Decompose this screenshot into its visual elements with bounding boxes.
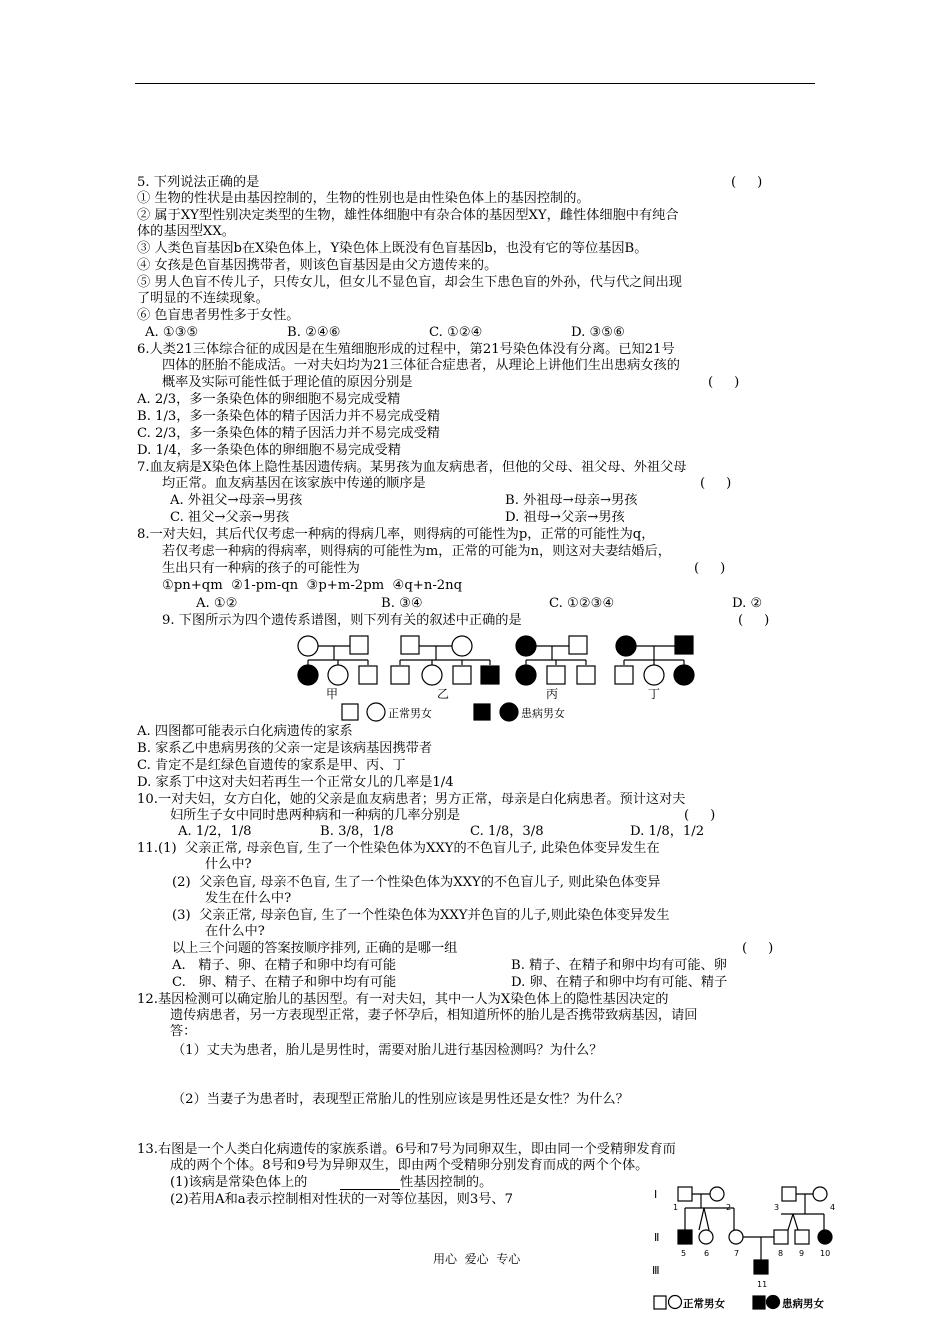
q9-bing-mother [516, 636, 536, 656]
q7-option-c: C. 祖父→父亲→男孩 [170, 510, 290, 525]
q7-answer-paren: ( ) [700, 476, 732, 491]
q8-items: ①pn+qm ②1-pm-qn ③p+m-2pm ④q+n-2nq [162, 578, 463, 593]
q13-answer-blank[interactable] [340, 1189, 400, 1190]
q7-line-1: 7.血友病是X染色体上隐性基因遗传病。某男孩为血友病患者，但他的父母、祖父母、外祖父母 [137, 460, 687, 475]
q10-option-a: A. 1/2，1/8 [178, 824, 252, 839]
q8-answer-paren: ( ) [694, 561, 726, 576]
q11-option-c: C. 卵、精子、在精子和卵中均有可能 [172, 975, 397, 990]
q5-answer-paren: ( ) [731, 175, 763, 190]
q9-option-c: C. 肯定不是红绿色盲遗传的家系是甲、丙、丁 [137, 758, 406, 773]
q5-statement-1: ① 生物的性状是由基因控制的，生物的性别也是由性染色体上的基因控制的。 [137, 191, 590, 206]
q6-answer-paren: ( ) [708, 375, 740, 390]
q9-yi-child-2 [422, 665, 442, 685]
q9-bing-father [569, 636, 587, 654]
q9-jia-mother [298, 636, 318, 656]
q8-line-1: 8.一对夫妇，其后代仅考虑一种病的得病几率，则得病的可能性为p，正常的可能性为q， [137, 527, 655, 542]
q9-yi-child-3 [453, 666, 471, 684]
q10-line-2: 妇所生子女中同时患两种病和一种病的几率分别是 [170, 808, 461, 823]
q12-line-1: 12.基因检测可以确定胎儿的基因型。有一对夫妇，其中一人为X染色体上的隐性基因决定的 [137, 992, 669, 1007]
q13-legend-affected: 患病男女 [782, 1298, 824, 1310]
q6-option-a: A. 2/3，多一条染色体的卵细胞不易完成受精 [137, 392, 401, 407]
q13-id-7: 7 [734, 1249, 740, 1258]
q13-legend-normal: 正常男女 [683, 1298, 725, 1310]
q13-id-2: 2 [726, 1203, 732, 1212]
q11-part1-line-a: 11.(1) 父亲正常, 母亲色盲, 生了一个性染色体为XXY的不色盲儿子, 此染色体变异发生在 [137, 841, 660, 856]
q9-ding-father [675, 636, 693, 654]
q8-option-a: A. ①② [196, 596, 238, 611]
q9-pedigree-figure [286, 630, 706, 726]
q9-jia-child-2 [328, 665, 348, 685]
q12-line-3: 答： [170, 1024, 197, 1039]
q13-individual-4 [813, 1187, 827, 1201]
q13-id-3: 3 [774, 1203, 780, 1212]
q13-individual-10 [818, 1230, 832, 1244]
q9-label-jia: 甲 [326, 687, 339, 701]
q13-id-1: 1 [673, 1203, 679, 1212]
q7-line-2: 均正常。血友病基因在该家族中传递的顺序是 [162, 476, 426, 491]
q13-individual-3 [782, 1187, 796, 1201]
q9-legend-affected: 患病男女 [521, 707, 565, 720]
q11-part2-line-a: (2) 父亲色盲, 母亲不色盲, 生了一个性染色体为XXY的不色盲儿子, 则此染色体变异 [172, 875, 661, 890]
q9-answer-paren: ( ) [738, 613, 770, 628]
q13-individual-6 [699, 1230, 713, 1244]
q9-option-d: D. 家系丁中这对夫妇若再生一个正常女儿的几率是1/4 [137, 775, 454, 790]
q11-part3-line-a: (3) 父亲正常, 母亲色盲, 生了一个性染色体为XXY并色盲的儿子,则此染色体变异发生 [172, 908, 670, 923]
q13-line-1: 13.右图是一个人类白化病遗传的家族系谱。6号和7号为同卵双生，即由同一个受精卵发育而 [137, 1142, 676, 1157]
q11-part1-line-b: 什么中? [205, 857, 252, 872]
q5-option-d: D. ③⑤⑥ [571, 325, 625, 340]
q5-statement-6: ⑥ 色盲患者男性多于女性。 [137, 308, 300, 323]
q6-option-d: D. 1/4，多一条染色体的卵细胞不易完成受精 [137, 443, 401, 458]
q13-individual-11 [754, 1260, 768, 1274]
q6-line-1: 6.人类21三体综合征的成因是在生殖细胞形成的过程中，第21号染色体没有分离。已知21号 [137, 342, 675, 357]
q9-bing-child-2 [547, 666, 565, 684]
q8-line-3: 生出只有一种病的孩子的可能性为 [162, 561, 360, 576]
q9-yi-child-4 [481, 666, 499, 684]
q13-id-9: 9 [799, 1249, 805, 1258]
q12-line-2: 遗传病患者，另一方表现型正常，妻子怀孕后，相知道所怀的胎儿是否携带致病基因，请回 [170, 1008, 698, 1023]
q5-option-c: C. ①②④ [429, 325, 483, 340]
q13-individual-9 [795, 1230, 809, 1244]
q6-option-c: C. 2/3，多一条染色体的精子因活力并不易完成受精 [137, 426, 440, 441]
q13-sub-question-2: (2)若用A和a表示控制相对性状的一对等位基因，则3号、7 [170, 1192, 513, 1207]
q10-answer-paren: ( ) [684, 808, 716, 823]
q13-line-2: 成的两个个体。8号和9号为异卵双生，即由两个受精卵分别发育而成的两个个体。 [170, 1158, 649, 1173]
q6-option-b: B. 1/3，多一条染色体的精子因活力并不易完成受精 [137, 409, 441, 424]
q11-answer-paren: ( ) [742, 941, 774, 956]
q13-individual-5 [678, 1230, 692, 1244]
q9-yi-child-1 [391, 666, 409, 684]
q9-ding-mother [616, 636, 636, 656]
q13-individual-7 [729, 1230, 743, 1244]
q8-option-d: D. ② [732, 596, 763, 611]
page-footer: 用心 爱心 专心 [433, 1252, 521, 1266]
q13-gen-I: Ⅰ [654, 1188, 658, 1201]
q11-ask: 以上三个问题的答案按顺序排列, 正确的是哪一组 [172, 941, 458, 956]
q12-sub-question-1: （1）丈夫为患者，胎儿是男性时，需要对胎儿进行基因检测吗？为什么？ [172, 1043, 603, 1058]
q6-line-2: 四体的胚胎不能成活。一对夫妇均为21三体征合症患者，从理论上讲他们生出患病女孩的 [162, 358, 680, 373]
q9-ding-child-2 [644, 665, 664, 685]
q10-option-c: C. 1/8，3/8 [470, 824, 544, 839]
q9-jia-child-3 [359, 666, 377, 684]
q10-option-d: D. 1/8，1/2 [630, 824, 705, 839]
q13-id-4: 4 [830, 1203, 836, 1212]
q13-gen-III: Ⅲ [652, 1264, 660, 1277]
q13-individual-2 [710, 1187, 724, 1201]
q10-line-1: 10.一对夫妇，女方白化，她的父亲是血友病患者；男方正常，母亲是白化病患者。预计这对夫 [137, 792, 686, 807]
q9-legend-normal: 正常男女 [388, 707, 432, 720]
q5-statement-3: ③ 人类色盲基因b在X染色体上，Y染色体上既没有色盲基因b，也没有它的等位基因B。 [137, 241, 648, 256]
q13-id-8: 8 [778, 1249, 784, 1258]
q5-option-a: A. ①③⑤ [145, 325, 199, 340]
q9-stem: 9. 下图所示为四个遗传系谱图，则下列有关的叙述中正确的是 [162, 613, 522, 628]
q5-statement-5a: ⑤ 男人色盲不传儿子，只传女儿，但女儿不显色盲，却会生下患色盲的外孙，代与代之间出现 [137, 275, 682, 290]
q13-sub-question-1b: 性基因控制的。 [400, 1175, 493, 1190]
q9-option-b: B. 家系乙中患病男孩的父亲一定是该病基因携带者 [137, 741, 433, 756]
q13-sub-question-1a: (1)该病是常染色体上的 [170, 1175, 308, 1190]
q9-label-yi: 乙 [437, 687, 450, 701]
q9-label-bing: 丙 [546, 687, 559, 701]
q11-option-a: A. 精子、卵、在精子和卵中均有可能 [172, 958, 397, 973]
q8-option-c: C. ①②③④ [549, 596, 615, 611]
q5-statement-2a: ② 属于XY型性别决定类型的生物，雄性体细胞中有杂合体的基因型XY，雌性体细胞中有纯合 [137, 208, 679, 223]
q11-part2-line-b: 发生在什么中? [205, 891, 292, 906]
q13-id-10: 10 [820, 1249, 831, 1258]
q9-jia-father [350, 636, 368, 654]
q9-bing-child-3 [577, 666, 595, 684]
q10-option-b: B. 3/8，1/8 [320, 824, 394, 839]
q13-individual-1 [678, 1187, 692, 1201]
q9-yi-mother [452, 636, 472, 656]
q13-id-5: 5 [681, 1249, 687, 1258]
q9-yi-father [401, 636, 419, 654]
q9-label-ding: 丁 [648, 687, 661, 701]
q7-option-b: B. 外祖母→母亲→男孩 [505, 493, 638, 508]
q8-line-2: 若仅考虑一种病的得病率，则得病的可能性为m，正常的可能为n，则这对夫妻结婚后， [162, 544, 671, 559]
q8-option-b: B. ③④ [381, 596, 423, 611]
q11-option-d: D. 卵、在精子和卵中均有可能、精子 [511, 975, 728, 990]
q6-line-3: 概率及实际可能性低于理论值的原因分别是 [162, 375, 413, 390]
q5-option-b: B. ②④⑥ [287, 325, 341, 340]
q11-option-b: B. 精子、在精子和卵中均有可能、卵 [511, 958, 727, 973]
q11-part3-line-b: 在什么中? [205, 924, 265, 939]
q5-statement-4: ④ 女孩是色盲基因携带者，则该色盲基因是由父方遗传来的。 [137, 258, 498, 273]
q9-jia-child-1 [298, 665, 318, 685]
q9-ding-child-1 [615, 666, 633, 684]
q5-stem: 5. 下列说法正确的是 [137, 175, 260, 190]
q13-pedigree-figure [648, 1184, 842, 1314]
q9-bing-child-1 [516, 665, 536, 685]
q13-id-11: 11 [757, 1280, 768, 1289]
q5-statement-5b: 了明显的不连续现象。 [137, 291, 269, 306]
q7-option-a: A. 外祖父→母亲→男孩 [170, 493, 303, 508]
q13-individual-8 [774, 1230, 788, 1244]
q7-option-d: D. 祖母→父亲→男孩 [505, 510, 625, 525]
q9-option-a: A. 四图都可能表示白化病遗传的家系 [137, 724, 353, 739]
header-rule [135, 83, 815, 84]
q13-id-6: 6 [704, 1249, 710, 1258]
q5-statement-2b: 体的基因型XX。 [137, 224, 235, 239]
q9-ding-child-3 [674, 665, 694, 685]
q13-gen-II: Ⅱ [654, 1231, 660, 1244]
q12-sub-question-2: （2）当妻子为患者时，表现型正常胎儿的性别应该是男性还是女性？为什么？ [172, 1092, 629, 1107]
